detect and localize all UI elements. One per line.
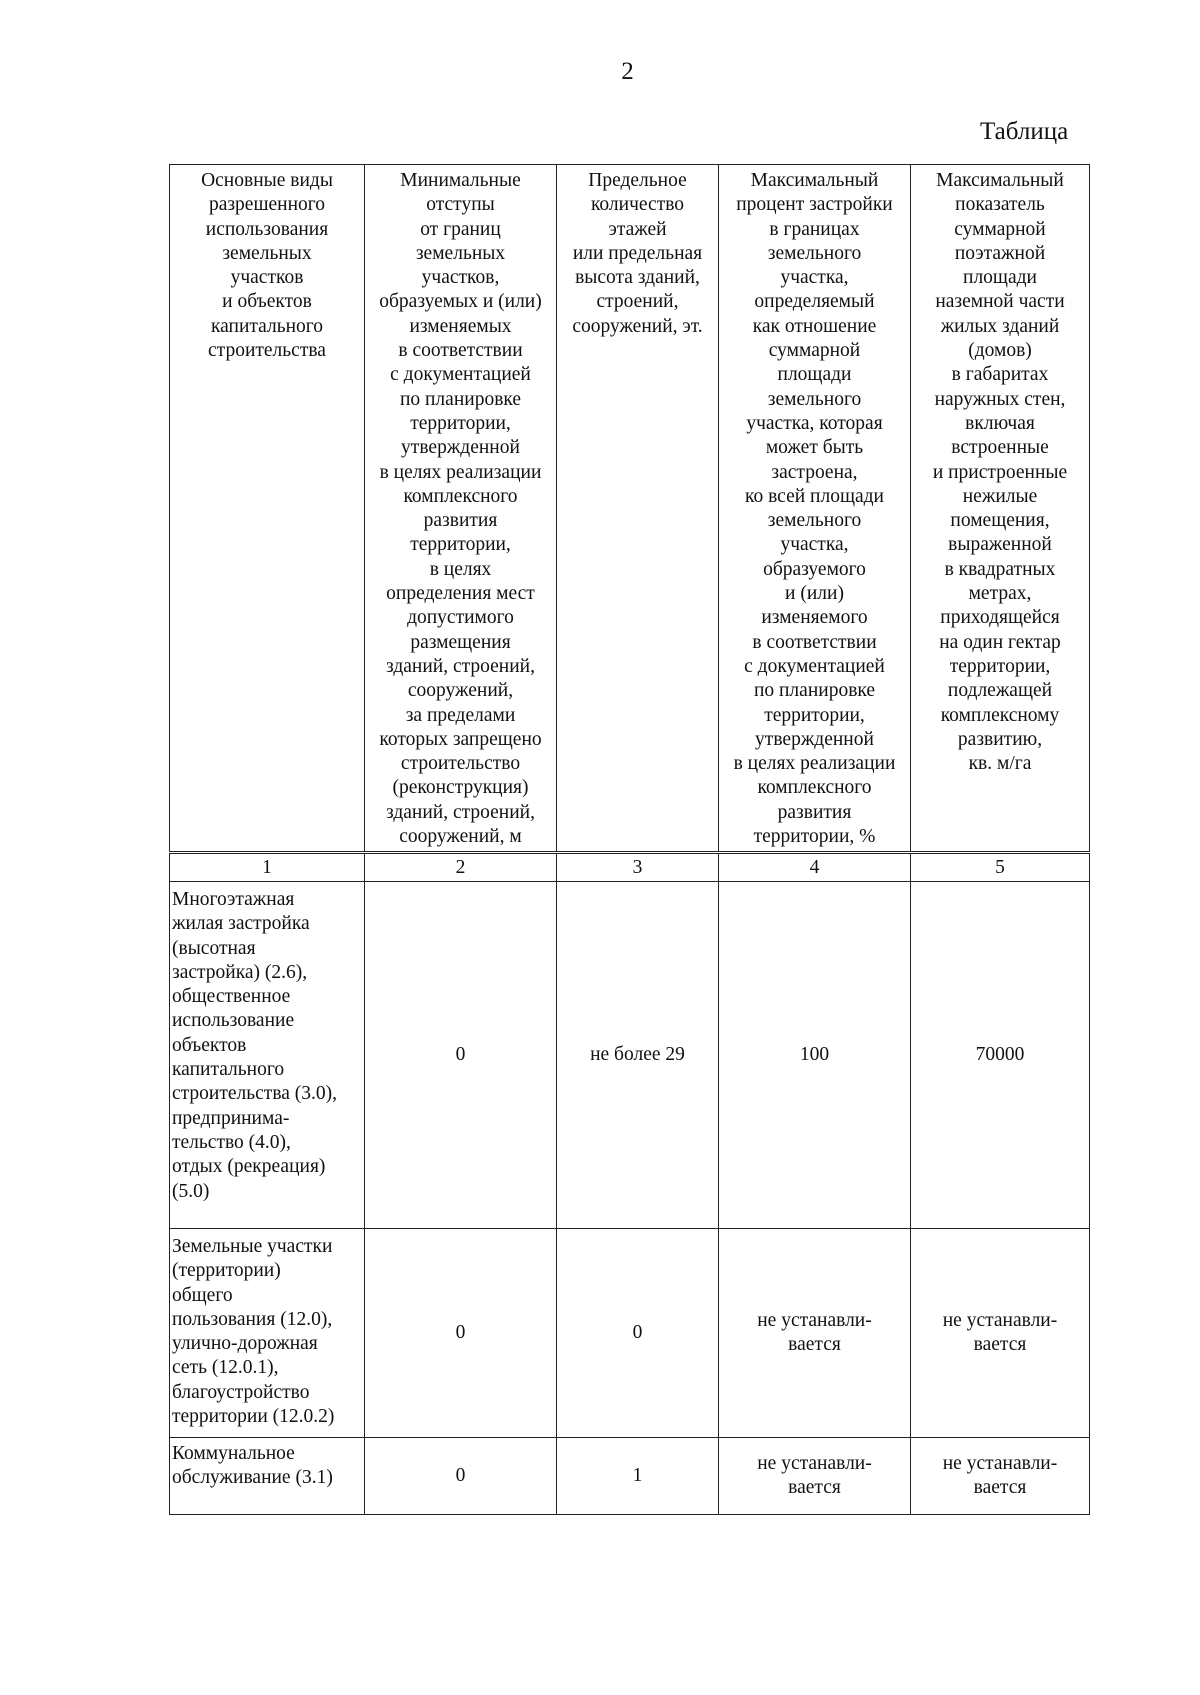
use-type-cell: Многоэтажная жилая застройка (высотная застройка) (2.6), общественное использование объектов капитального строительства (3.0), предпринима- тельство (4.0), отдых (рекреация) (5.0) [170, 882, 365, 1229]
column-number: 4 [719, 853, 911, 882]
header-cell: Основные виды разрешенного использования земельных участков и объектов капитального строительства [170, 165, 365, 853]
setback-cell: 0 [365, 882, 557, 1229]
coverage-cell: 100 [719, 882, 911, 1229]
column-number: 2 [365, 853, 557, 882]
floors-cell: 0 [557, 1229, 719, 1438]
floor-area-cell: 70000 [911, 882, 1090, 1229]
header-cell: Максимальный показатель суммарной поэтажной площади наземной части жилых зданий (домов) в габаритах наружных стен, включая встроенные и пристроенные нежилые помещения, выраженной в квадратных метрах, приходящейся на один гектар территории, подлежащей комплексному развитию, кв. м/га [911, 165, 1090, 853]
page-number: 2 [621, 58, 634, 85]
column-number-row [170, 853, 1090, 882]
setback-cell: 0 [365, 1229, 557, 1438]
header-cell: Максимальный процент застройки в границах земельного участка, определяемый как отношение суммарной площади земельного участка, которая может быть застроена, ко всей площади земельного участка, образуемого и (или) изменяемого в соответствии с документацией по планировке территории, утвержденной в целях реализации комплексного развития территории, % [719, 165, 911, 853]
regulations-table [169, 164, 1090, 1515]
header-cell: Минимальные отступы от границ земельных участков, образуемых и (или) изменяемых в соответствии с документацией по планировке территории, утвержденной в целях реализации комплексного развития территории, в целях определения мест допустимого размещения зданий, строений, сооружений, за пределами которых запрещено строительство (реконструкция) зданий, строений, сооружений, м [365, 165, 557, 853]
table-header-row [170, 165, 1090, 853]
table-row [170, 1229, 1090, 1438]
table-row [170, 1438, 1090, 1515]
floors-cell: не более 29 [557, 882, 719, 1229]
floor-area-cell: не устанавли- вается [911, 1438, 1090, 1515]
table-row [170, 882, 1090, 1229]
column-number: 5 [911, 853, 1090, 882]
floors-cell: 1 [557, 1438, 719, 1515]
header-cell: Предельное количество этажей или предельная высота зданий, строений, сооружений, эт. [557, 165, 719, 853]
use-type-cell: Земельные участки (территории) общего пользования (12.0), улично-дорожная сеть (12.0.1), благоустройство территории (12.0.2) [170, 1229, 365, 1438]
column-number: 1 [170, 853, 365, 882]
floor-area-cell: не устанавли- вается [911, 1229, 1090, 1438]
table-caption: Таблица [980, 118, 1069, 145]
column-number: 3 [557, 853, 719, 882]
use-type-cell: Коммунальное обслуживание (3.1) [170, 1438, 365, 1515]
coverage-cell: не устанавли- вается [719, 1229, 911, 1438]
setback-cell: 0 [365, 1438, 557, 1515]
coverage-cell: не устанавли- вается [719, 1438, 911, 1515]
